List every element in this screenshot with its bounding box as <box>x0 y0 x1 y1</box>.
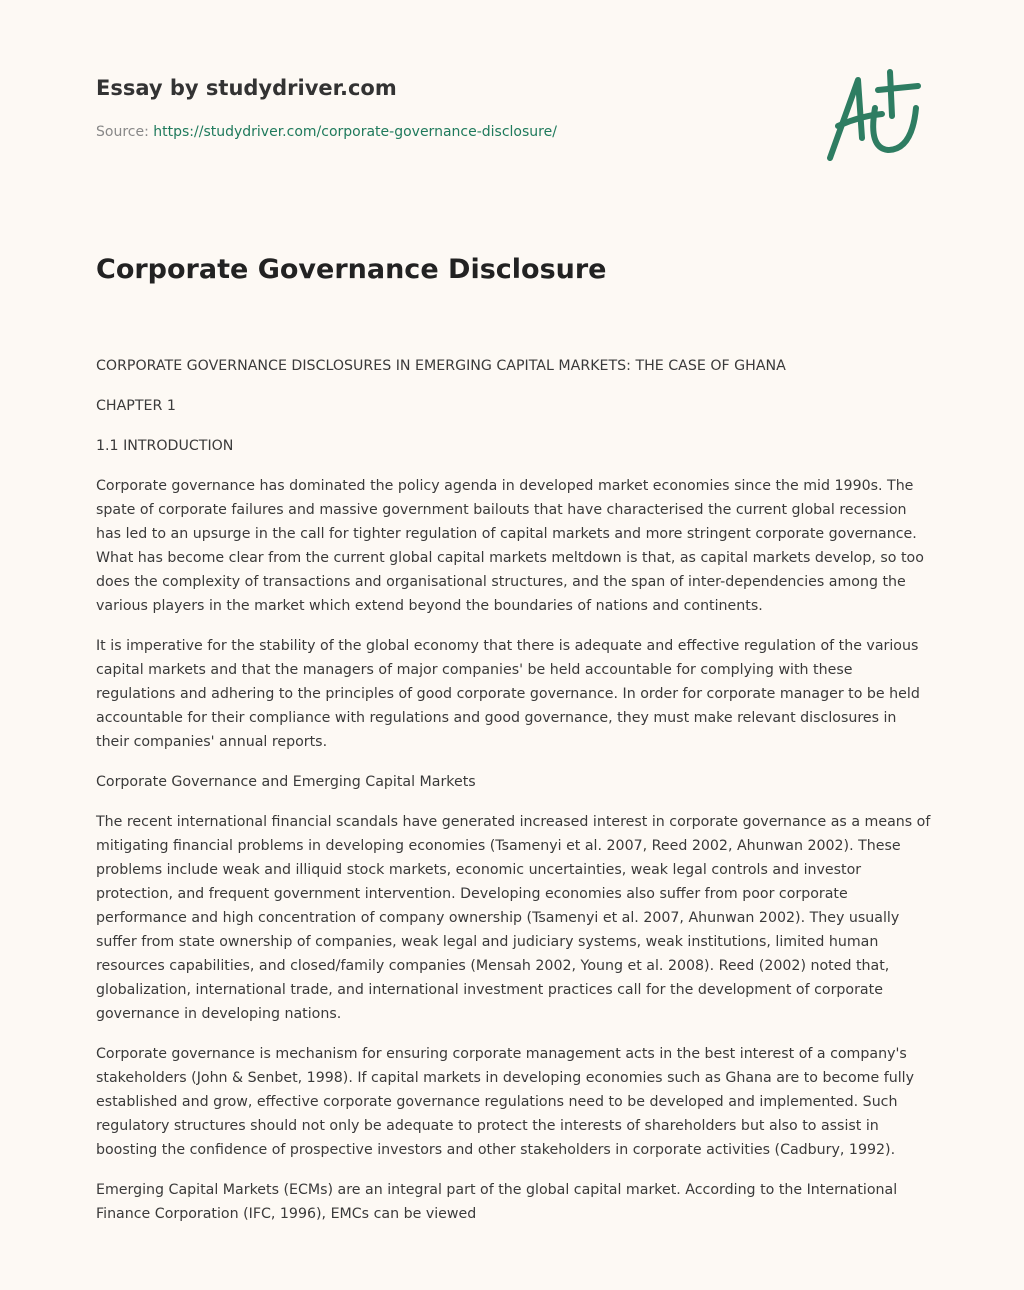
section-heading: 1.1 INTRODUCTION <box>96 438 234 454</box>
a-plus-logo-icon <box>820 68 930 168</box>
page-title: Corporate Governance Disclosure <box>96 254 607 285</box>
source-line <box>96 124 557 140</box>
paragraph: Corporate governance is mechanism for ensuring corporate management acts in the best interest of a company's stakeholders (John & Senbet, 1998). If capital markets in developing economies such as Ghana are to become fully established and grow, effective corporate governance regulations need to be developed and implemented. Such regulatory structures should not only be adequate to protect the interests of shareholders but also to assist in boosting the confidence of prospective investors and other stakeholders in corporate activities (Cadbury, 1992). <box>96 1046 914 1158</box>
essay-subtitle: CORPORATE GOVERNANCE DISCLOSURES IN EMERGING CAPITAL MARKETS: THE CASE OF GHANA <box>96 358 786 374</box>
site-brand: Essay by studydriver.com <box>96 76 397 100</box>
chapter-label: CHAPTER 1 <box>96 398 176 414</box>
paragraph: Corporate governance has dominated the policy agenda in developed market economies since the mid 1990s. The spate of corporate failures and massive government bailouts that have characterised the current global recession has led to an upsurge in the call for tighter regulation of capital markets and more stringent corporate governance. What has become clear from the current global capital markets meltdown is that, as capital markets develop, so too does the complexity of transactions and organisational structures, and the span of inter-dependencies among the various players in the market which extend beyond the boundaries of nations and continents. <box>96 478 924 614</box>
section-heading: Corporate Governance and Emerging Capital Markets <box>96 774 476 790</box>
paragraph: It is imperative for the stability of the global economy that there is adequate and effective regulation of the various capital markets and that the managers of major companies' be held accountable for complying with these regulations and adhering to the principles of good corporate governance. In order for corporate manager to be held accountable for their compliance with regulations and good governance, they must make relevant disclosures in their companies' annual reports. <box>96 638 920 750</box>
paragraph: Emerging Capital Markets (ECMs) are an integral part of the global capital market. According to the International Finance Corporation (IFC, 1996), EMCs can be viewed <box>96 1182 898 1222</box>
essay-body <box>96 354 932 1242</box>
source-label: Source: <box>96 124 149 140</box>
source-link[interactable]: https://studydriver.com/corporate-governance-disclosure/ <box>153 124 557 140</box>
paragraph: The recent international financial scandals have generated increased interest in corporate governance as a means of mitigating financial problems in developing economies (Tsamenyi et al. 2007, Reed 2002, Ahunwan 2002). These problems include weak and illiquid stock markets, economic uncertainties, weak legal controls and investor protection, and frequent government intervention. Developing economies also suffer from poor corporate performance and high concentration of company ownership (Tsamenyi et al. 2007, Ahunwan 2002). They usually suffer from state ownership of companies, weak legal and judiciary systems, weak institutions, limited human resources capabilities, and closed/family companies (Mensah 2002, Young et al. 2008). Reed (2002) noted that, globalization, international trade, and international investment practices call for the development of corporate governance in developing nations. <box>96 814 931 1022</box>
